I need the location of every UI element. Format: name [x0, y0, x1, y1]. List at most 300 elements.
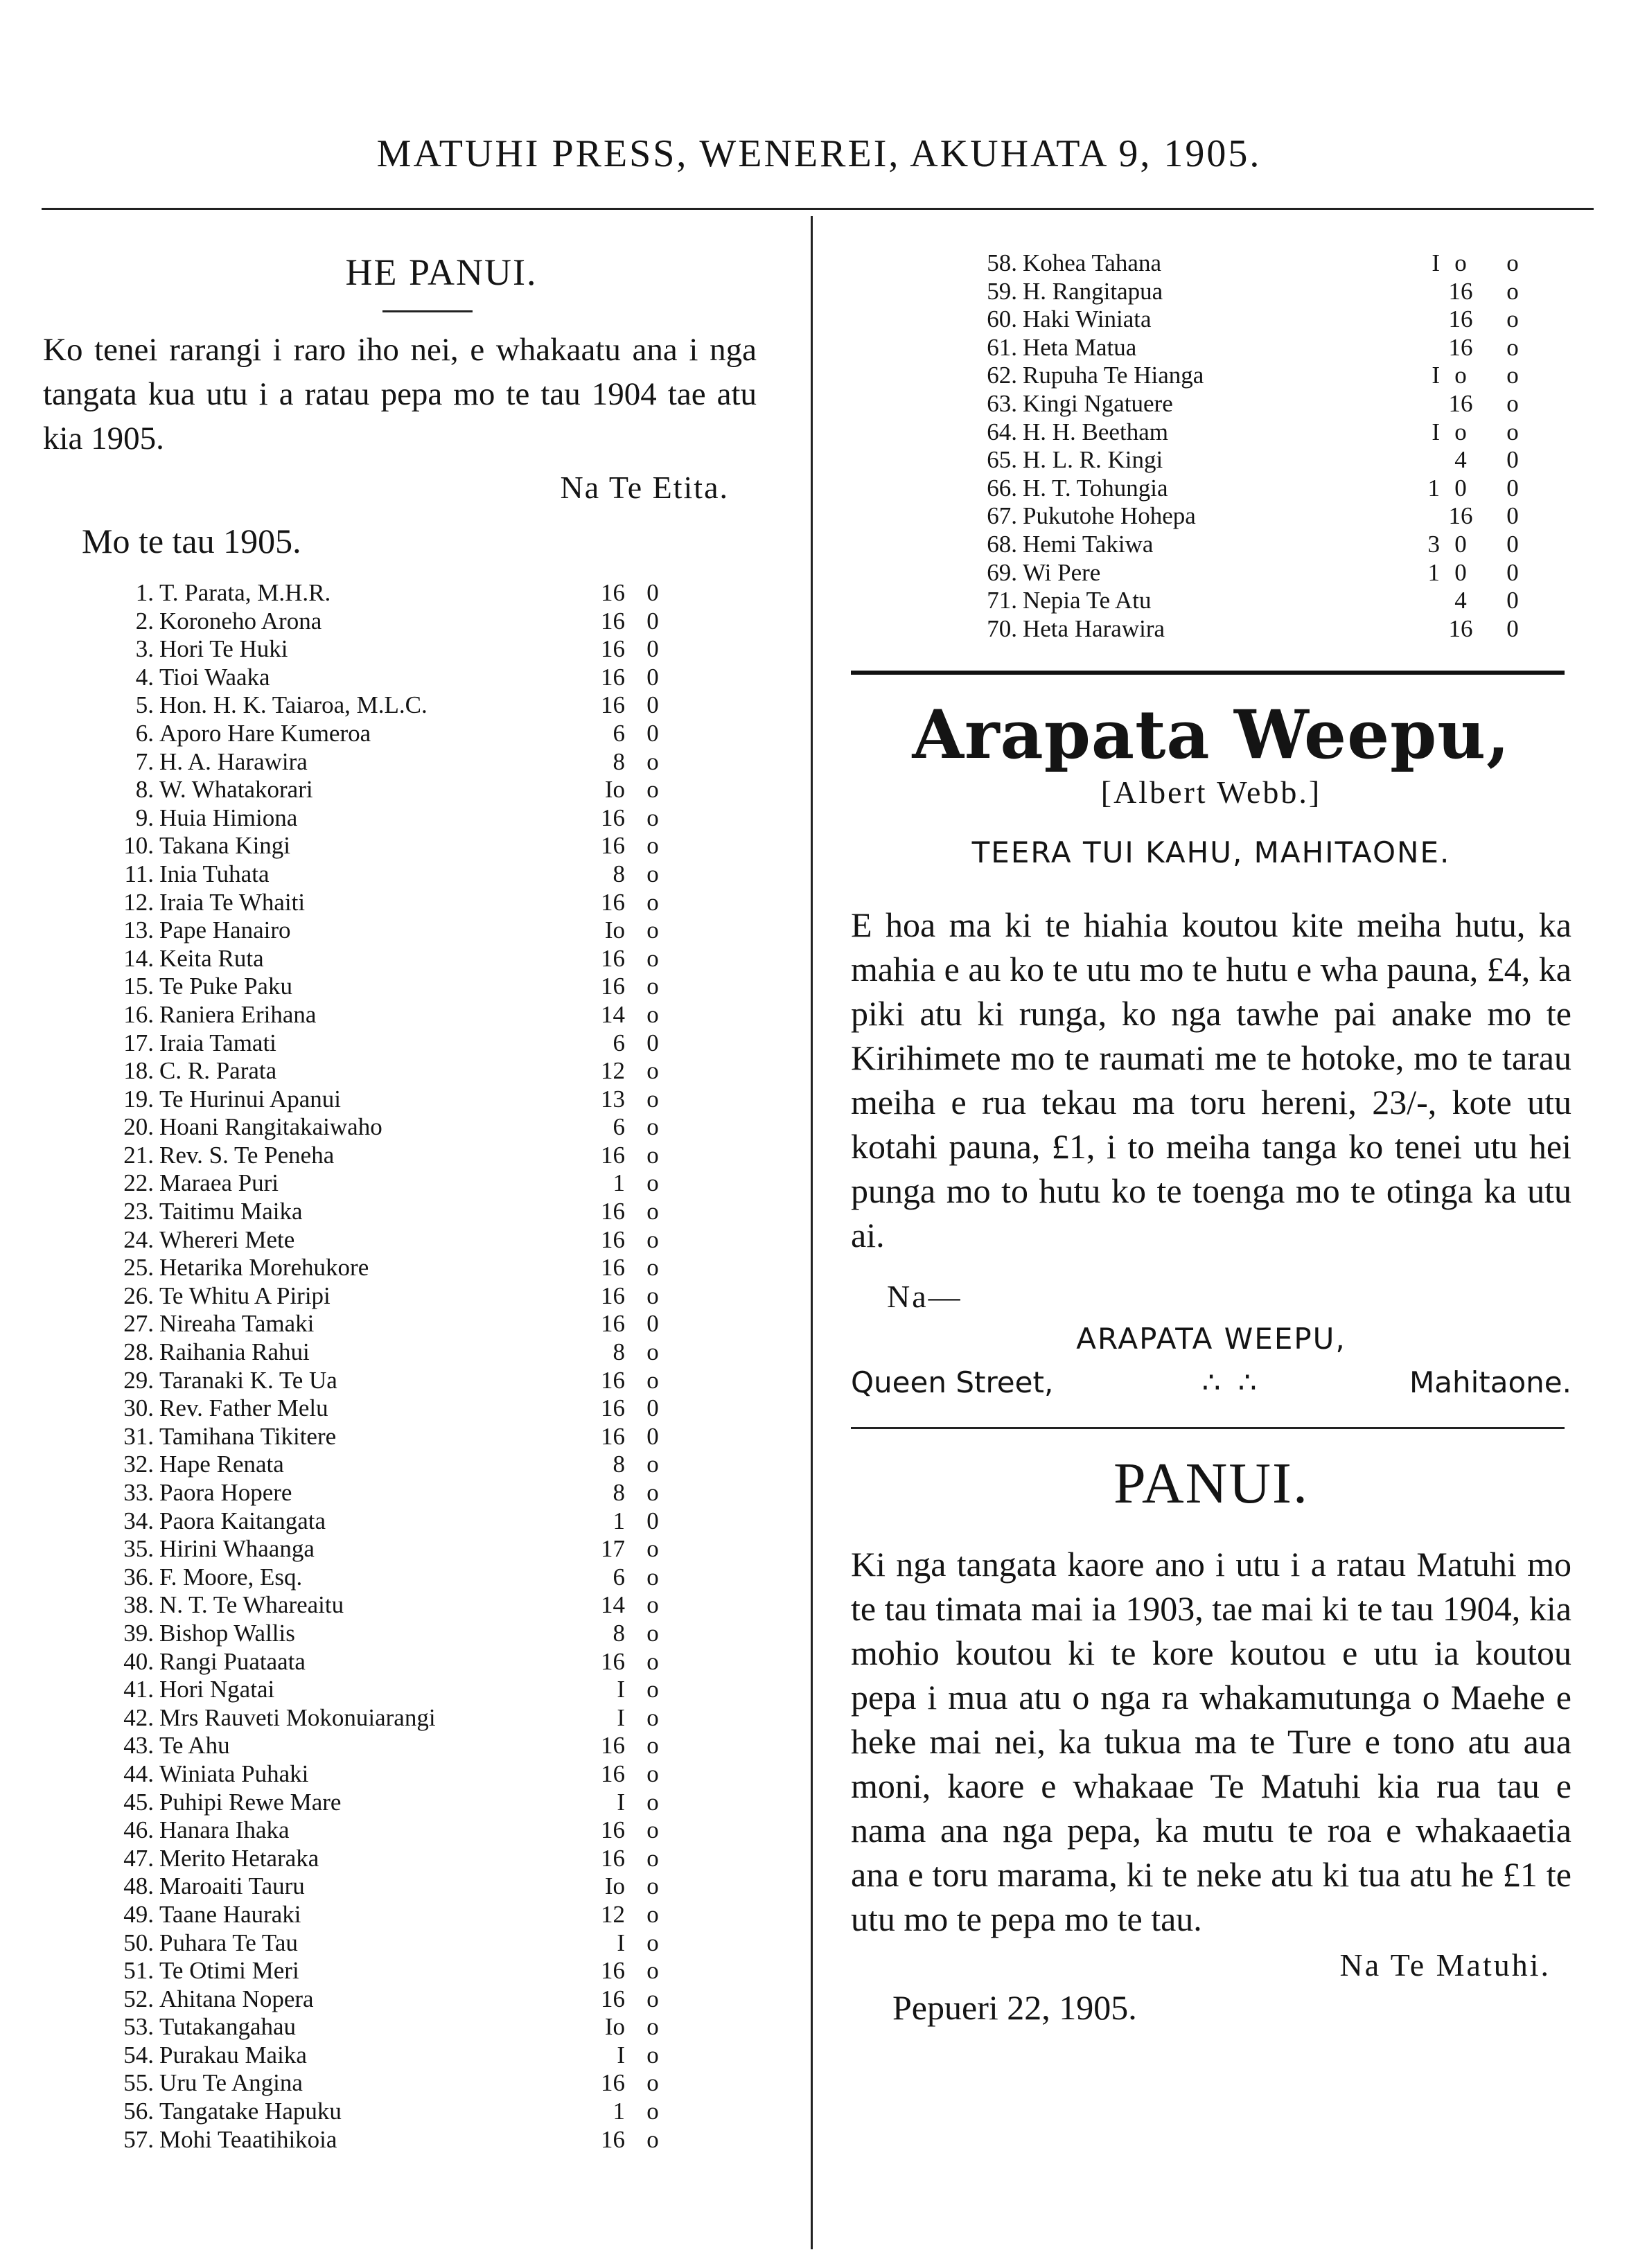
subscriber-number: 6.: [135, 719, 154, 747]
amount-pounds: Io: [604, 776, 625, 804]
subscriber-name: Rev. Father Melu: [159, 1394, 328, 1422]
amount-pounds: 16: [601, 1647, 625, 1675]
subscriber-row: [43, 2126, 757, 2154]
subscriber-name: Pukutohe Hohepa: [1023, 502, 1196, 530]
amount-pounds: 16: [601, 1225, 625, 1253]
amount-pounds: 16: [601, 832, 625, 860]
subscriber-number: 9.: [135, 804, 154, 831]
subscriber-name: Koroneho Arona: [159, 607, 322, 635]
subscriber-name: Te Otimi Meri: [159, 1957, 299, 1985]
subscriber-name: Hirini Whaanga: [159, 1535, 315, 1563]
subscriber-name: H. A. Harawira: [159, 747, 308, 775]
amount-pence: o: [1506, 418, 1519, 445]
amount-pounds: 16: [601, 1422, 625, 1450]
subscriber-row: [43, 1451, 757, 1479]
amount-pence: o: [1506, 389, 1519, 417]
amount-pounds: 1: [613, 2098, 625, 2125]
subscriber-name: Te Ahu: [159, 1732, 230, 1760]
amount-pounds: I: [1432, 249, 1440, 276]
amount-shillings: o: [646, 1141, 659, 1169]
subscriber-number: 51.: [123, 1957, 154, 1985]
subscriber-number: 32.: [123, 1451, 154, 1478]
subscriber-name: Puhipi Rewe Mare: [159, 1788, 342, 1816]
subscriber-number: 39.: [123, 1619, 154, 1647]
amount-pounds: I: [617, 1929, 625, 1956]
subscriber-number: 21.: [123, 1141, 154, 1169]
subscriber-row: [43, 1816, 757, 1845]
subscriber-row: [43, 1169, 757, 1198]
amount-shillings: 0: [646, 635, 659, 663]
subscriber-row: [851, 249, 1571, 278]
amount-shillings: 0: [646, 1422, 659, 1450]
subscriber-row: [43, 1029, 757, 1058]
subscriber-number: 50.: [123, 1929, 154, 1956]
advert-subtitle: [Albert Webb.]: [1100, 774, 1322, 810]
subscriber-row: [851, 418, 1571, 447]
subscriber-row: [851, 446, 1571, 475]
subscriber-number: 70.: [987, 614, 1017, 642]
subscriber-name: H. H. Beetham: [1023, 418, 1168, 445]
amount-pence: 0: [1506, 474, 1519, 502]
subscriber-row: [43, 664, 757, 692]
column-divider: [811, 216, 813, 2249]
subscriber-row: [43, 1789, 757, 1817]
amount-shillings: o: [646, 1591, 659, 1619]
amount-pounds: 16: [601, 1760, 625, 1787]
subscriber-name: Mohi Teaatihikoia: [159, 2125, 337, 2153]
subscriber-name: Hanara Ihaka: [159, 1816, 290, 1844]
amount-shillings: 4: [1454, 587, 1467, 614]
subscriber-row: [43, 776, 757, 804]
subscriber-number: 10.: [123, 832, 154, 860]
subscriber-name: Tioi Waaka: [159, 663, 270, 691]
subscriber-row: [851, 334, 1571, 362]
subscriber-row: [43, 691, 757, 720]
subscriber-row: [851, 362, 1571, 390]
panui-heading: PANUI.: [1113, 1451, 1309, 1516]
subscriber-name: Ahitana Nopera: [159, 1985, 314, 2012]
subscriber-name: Kingi Ngatuere: [1023, 389, 1173, 417]
masthead: MATUHI PRESS, WENEREI, AKUHATA 9, 1905.: [376, 132, 1262, 175]
amount-pounds: 8: [613, 1451, 625, 1478]
amount-pence: 0: [1506, 587, 1519, 614]
subscriber-number: 41.: [123, 1676, 154, 1703]
advert-shop: TEERA TUI KAHU, MAHITAONE.: [971, 835, 1451, 870]
subscriber-row: [43, 1226, 757, 1255]
subscriber-number: 11.: [124, 860, 154, 887]
amount-pence: o: [1506, 277, 1519, 305]
subscriber-number: 43.: [123, 1732, 154, 1760]
subscriber-name: Paora Kaitangata: [159, 1507, 326, 1534]
subscriber-row: [43, 860, 757, 889]
subscriber-number: 61.: [987, 333, 1017, 361]
subscriber-number: 48.: [123, 1872, 154, 1900]
advert-top-rule: [851, 671, 1565, 675]
amount-pounds: 6: [613, 1563, 625, 1591]
subscriber-number: 65.: [987, 446, 1017, 474]
amount-shillings: o: [646, 776, 659, 804]
amount-shillings: o: [646, 1816, 659, 1844]
amount-pounds: 16: [601, 1141, 625, 1169]
subscriber-name: Rangi Puataata: [159, 1647, 306, 1675]
amount-shillings: 16: [1448, 333, 1473, 361]
subscriber-name: H. L. R. Kingi: [1023, 446, 1163, 474]
subscriber-name: Mrs Rauveti Mokonuiarangi: [159, 1703, 436, 1731]
subscriber-number: 66.: [987, 474, 1017, 502]
amount-pounds: I: [1432, 418, 1440, 445]
amount-shillings: 0: [646, 1507, 659, 1534]
right-column: [851, 249, 1571, 2028]
subscriber-name: Taranaki K. Te Ua: [159, 1366, 337, 1394]
amount-pounds: 16: [601, 1816, 625, 1844]
amount-pounds: 8: [613, 1479, 625, 1506]
subscriber-row: [43, 973, 757, 1001]
subscriber-name: Whereri Mete: [159, 1225, 295, 1253]
notice-signature: Na Te Etita.: [560, 470, 729, 505]
subscriber-number: 17.: [123, 1029, 154, 1056]
subscriber-row: [43, 1310, 757, 1338]
panui-date: Pepueri 22, 1905.: [892, 1988, 1137, 2028]
amount-pounds: 16: [601, 663, 625, 691]
subscriber-number: 14.: [123, 944, 154, 972]
panui-signature: Na Te Matuhi.: [1339, 1947, 1551, 1983]
subscriber-row: [43, 1845, 757, 1873]
subscriber-number: 18.: [123, 1057, 154, 1085]
amount-pence: o: [1506, 362, 1519, 389]
amount-shillings: o: [1454, 362, 1467, 389]
amount-pounds: 6: [613, 719, 625, 747]
amount-shillings: o: [646, 944, 659, 972]
subscriber-number: 49.: [123, 1900, 154, 1928]
subscriber-number: 19.: [123, 1085, 154, 1113]
amount-shillings: o: [646, 1366, 659, 1394]
amount-pounds: 8: [613, 1619, 625, 1647]
notice-intro: Ko tenei rarangi i raro iho nei, e whakaatu ana i nga tangata kua utu i a ratau pepa mo te tau 1904 tae atu kia 1905.: [43, 332, 757, 457]
amount-pounds: 16: [601, 1254, 625, 1282]
amount-pounds: I: [617, 2041, 625, 2068]
subscriber-name: Hape Renata: [159, 1451, 284, 1478]
subscriber-row: [851, 278, 1571, 306]
amount-shillings: o: [646, 1703, 659, 1731]
amount-pounds: 16: [601, 973, 625, 1000]
subscriber-number: 38.: [123, 1591, 154, 1619]
subscriber-row: [43, 1423, 757, 1451]
subscriber-number: 7.: [135, 747, 154, 775]
amount-shillings: o: [646, 832, 659, 860]
subscriber-name: Te Whitu A Piripi: [159, 1282, 331, 1309]
subscriber-name: Te Puke Paku: [159, 973, 292, 1000]
subscriber-row: [43, 1957, 757, 1985]
amount-pounds: 14: [601, 1000, 625, 1028]
subscriber-row: [43, 1142, 757, 1170]
subscriber-name: Taitimu Maika: [159, 1198, 303, 1225]
amount-pounds: I: [617, 1703, 625, 1731]
subscriber-number: 3.: [135, 635, 154, 663]
subscriber-row: [43, 1057, 757, 1086]
subscriber-name: T. Parata, M.H.R.: [159, 579, 331, 606]
subscriber-name: Hori Ngatai: [159, 1676, 275, 1703]
subscriber-row: [43, 1872, 757, 1901]
subscriber-name: Purakau Maika: [159, 2041, 307, 2068]
subscriber-name: Raihania Rahui: [159, 1338, 310, 1366]
amount-shillings: o: [646, 2069, 659, 2097]
amount-shillings: o: [646, 1844, 659, 1872]
subscriber-number: 35.: [123, 1535, 154, 1563]
subscriber-number: 60.: [987, 305, 1017, 333]
amount-pounds: 8: [613, 747, 625, 775]
amount-pounds: 16: [601, 635, 625, 663]
amount-pence: 0: [1506, 530, 1519, 558]
subscriber-row: [43, 1901, 757, 1929]
subscriber-name: Heta Matua: [1023, 333, 1137, 361]
subscriber-number: 26.: [123, 1282, 154, 1309]
advert-street: Queen Street,: [851, 1365, 1054, 1400]
subscriber-number: 25.: [123, 1254, 154, 1282]
amount-pounds: 16: [601, 888, 625, 916]
subscriber-number: 36.: [123, 1563, 154, 1591]
subscriber-name: Keita Ruta: [159, 944, 264, 972]
subscriber-name: Bishop Wallis: [159, 1619, 295, 1647]
subscriber-number: 58.: [987, 249, 1017, 276]
amount-shillings: o: [646, 1113, 659, 1141]
subscriber-name: Rupuha Te Hianga: [1023, 362, 1204, 389]
subscriber-row: [43, 720, 757, 748]
subscriber-number: 68.: [987, 530, 1017, 558]
subscriber-row: [43, 945, 757, 973]
subscriber-row: [851, 502, 1571, 531]
amount-pence: 0: [1506, 558, 1519, 586]
amount-pence: 0: [1506, 502, 1519, 530]
header-rule: [42, 208, 1594, 210]
subscriber-number: 57.: [123, 2125, 154, 2153]
subscriber-row: [43, 579, 757, 608]
subscriber-number: 4.: [135, 663, 154, 691]
subscriber-name: Uru Te Angina: [159, 2069, 303, 2097]
subscriber-name: Wi Pere: [1023, 558, 1101, 586]
amount-shillings: 16: [1448, 502, 1473, 530]
amount-shillings: o: [646, 1647, 659, 1675]
subscriber-name: Haki Winiata: [1023, 305, 1152, 333]
subscriber-number: 54.: [123, 2041, 154, 2068]
subscriber-row: [43, 1338, 757, 1367]
amount-pence: 0: [1506, 614, 1519, 642]
subscriber-row: [43, 1479, 757, 1507]
amount-shillings: o: [646, 1872, 659, 1900]
amount-shillings: o: [646, 1732, 659, 1760]
amount-shillings: o: [646, 1479, 659, 1506]
subscriber-row: [43, 2041, 757, 2070]
subscriber-row: [43, 1367, 757, 1395]
left-column: [43, 229, 757, 2154]
subscriber-number: 34.: [123, 1507, 154, 1534]
subscriber-name: Iraia Tamati: [159, 1029, 276, 1056]
subscriber-name: Puhara Te Tau: [159, 1929, 298, 1956]
amount-pence: 0: [1506, 446, 1519, 474]
amount-shillings: 0: [1454, 530, 1467, 558]
subscriber-row: [43, 1704, 757, 1733]
subscriber-row: [43, 635, 757, 664]
subscriber-row: [851, 615, 1571, 644]
subscriber-row: [43, 1591, 757, 1620]
amount-pounds: Io: [604, 2013, 625, 2041]
panui-body: Ki nga tangata kaore ano i utu i a ratau Matuhi mo te tau timata mai ia 1903, tae mai ki te tau 1904, kia mohio koutou ki te kore koutou e utu ia koutou pepa i mua atu o nga ra whakamutunga o Maehe e heke mai nei, ka tukua ma te Ture e tono atu aua moni, kaore e whakaae Te Matuhi kia rua tau e nama ana nga pepa, ka mutu te roa e whakaaetia ana e toru marama, ki te neke atu ki tua atu he £1 te utu mo te pepa mo te tau.: [851, 1545, 1571, 1939]
subscriber-number: 47.: [123, 1844, 154, 1872]
amount-shillings: o: [1454, 418, 1467, 445]
amount-shillings: o: [646, 1000, 659, 1028]
subscriber-row: [43, 1254, 757, 1282]
amount-shillings: o: [646, 1788, 659, 1816]
subscriber-row: [43, 1676, 757, 1704]
amount-shillings: o: [646, 1985, 659, 2012]
amount-pounds: 16: [601, 2125, 625, 2153]
subscriber-row: [43, 748, 757, 777]
subscriber-number: 59.: [987, 277, 1017, 305]
amount-pounds: 13: [601, 1085, 625, 1113]
subscriber-number: 56.: [123, 2098, 154, 2125]
subscriber-row: [43, 1198, 757, 1226]
subscriber-name: Maraea Puri: [159, 1169, 279, 1197]
amount-shillings: o: [646, 1900, 659, 1928]
amount-pounds: 8: [613, 860, 625, 887]
subscriber-row: [851, 475, 1571, 503]
amount-pence: o: [1506, 305, 1519, 333]
subscriber-name: Nepia Te Atu: [1023, 587, 1152, 614]
subscriber-list-right: [851, 249, 1571, 643]
subscriber-row: [43, 1001, 757, 1029]
subscriber-row: [43, 1086, 757, 1114]
amount-shillings: 4: [1454, 446, 1467, 474]
amount-pounds: 16: [601, 1844, 625, 1872]
amount-shillings: 16: [1448, 614, 1473, 642]
subscriber-name: Tutakangahau: [159, 2013, 297, 2041]
subscriber-row: [43, 1563, 757, 1592]
subscriber-number: 28.: [123, 1338, 154, 1366]
amount-shillings: o: [646, 1760, 659, 1787]
amount-shillings: o: [646, 860, 659, 887]
subscriber-name: Iraia Te Whaiti: [159, 888, 306, 916]
amount-pounds: 1: [613, 1169, 625, 1197]
subscriber-number: 8.: [135, 776, 154, 804]
amount-pounds: 16: [601, 579, 625, 606]
subscriber-row: [43, 1648, 757, 1676]
amount-pounds: 6: [613, 1113, 625, 1141]
subscriber-name: Taane Hauraki: [159, 1900, 301, 1928]
subscriber-row: [43, 1760, 757, 1789]
subscriber-number: 62.: [987, 362, 1017, 389]
amount-pounds: 1: [613, 1507, 625, 1534]
subscriber-name: Hetarika Morehukore: [159, 1254, 369, 1282]
subscriber-row: [43, 1394, 757, 1423]
subscriber-name: C. R. Parata: [159, 1057, 277, 1085]
subscriber-name: Takana Kingi: [159, 832, 291, 860]
subscriber-name: Tangatake Hapuku: [159, 2098, 342, 2125]
subscriber-name: Inia Tuhata: [159, 860, 270, 887]
subscriber-name: Te Hurinui Apanui: [159, 1085, 341, 1113]
amount-shillings: 0: [646, 1029, 659, 1056]
amount-shillings: o: [646, 1619, 659, 1647]
subscriber-name: Merito Hetaraka: [159, 1844, 319, 1872]
amount-pounds: I: [617, 1676, 625, 1703]
subscriber-row: [43, 1535, 757, 1563]
subscriber-number: 30.: [123, 1394, 154, 1422]
amount-shillings: o: [646, 1535, 659, 1563]
amount-pounds: 16: [601, 1957, 625, 1985]
amount-shillings: o: [646, 916, 659, 944]
subscriber-name: Kohea Tahana: [1023, 249, 1162, 276]
amount-shillings: 0: [646, 719, 659, 747]
subscriber-name: Hemi Takiwa: [1023, 530, 1154, 558]
subscriber-number: 67.: [987, 502, 1017, 530]
amount-shillings: 0: [1454, 558, 1467, 586]
subscriber-number: 24.: [123, 1225, 154, 1253]
amount-pounds: 16: [601, 1394, 625, 1422]
subscriber-row: [43, 916, 757, 945]
subscriber-number: 71.: [987, 587, 1017, 614]
subscriber-name: Rev. S. Te Peneha: [159, 1141, 335, 1169]
amount-pounds: Io: [604, 1872, 625, 1900]
advert-body: E hoa ma ki te hiahia koutou kite meiha hutu, ka mahia e au ko te utu mo te hutu e wha pauna, £4, ka piki atu ki runga, ko nga tawhe pai anake mo te Kirihimete mo te raumati me te hotoke, mo te tarau meiha e rua tekau ma toru hereni, 23/-, kote utu kotahi pauna, £1, i to meiha tanga ko tenei utu hei punga mo to hutu ko te toenga mo te otinga ka utu ai.: [851, 905, 1571, 1255]
notice-heading: HE PANUI.: [345, 251, 538, 293]
amount-pounds: 16: [601, 804, 625, 831]
amount-pence: o: [1506, 333, 1519, 361]
amount-shillings: o: [646, 1929, 659, 1956]
subscriber-row: [43, 2013, 757, 2041]
amount-shillings: o: [646, 2125, 659, 2153]
subscriber-row: [851, 559, 1571, 587]
amount-pounds: 12: [601, 1900, 625, 1928]
amount-shillings: o: [646, 1225, 659, 1253]
amount-pounds: 6: [613, 1029, 625, 1056]
subscriber-number: 1.: [135, 579, 154, 606]
amount-pounds: 1: [1427, 474, 1440, 502]
amount-pounds: 1: [1427, 558, 1440, 586]
amount-shillings: o: [646, 888, 659, 916]
subscriber-number: 42.: [123, 1703, 154, 1731]
subscriber-name: Tamihana Tikitere: [159, 1422, 337, 1450]
subscriber-number: 52.: [123, 1985, 154, 2012]
subscriber-name: Hoani Rangitakaiwaho: [159, 1113, 382, 1141]
subscriber-row: [43, 804, 757, 833]
amount-shillings: o: [646, 1563, 659, 1591]
amount-shillings: o: [646, 1169, 659, 1197]
subscriber-row: [43, 1620, 757, 1648]
subscriber-row: [43, 2098, 757, 2126]
amount-shillings: o: [646, 1451, 659, 1478]
panui-top-rule: [851, 1427, 1565, 1429]
subscriber-number: 55.: [123, 2069, 154, 2097]
subscriber-number: 23.: [123, 1198, 154, 1225]
subscriber-number: 12.: [123, 888, 154, 916]
amount-pounds: 16: [601, 1732, 625, 1760]
subscriber-number: 40.: [123, 1647, 154, 1675]
subscriber-name: Paora Hopere: [159, 1479, 292, 1506]
subscriber-name: F. Moore, Esq.: [159, 1563, 303, 1591]
amount-pounds: 14: [601, 1591, 625, 1619]
subscriber-row: [43, 1507, 757, 1536]
subscriber-name: Maroaiti Tauru: [159, 1872, 305, 1900]
subscriber-number: 53.: [123, 2013, 154, 2041]
subscriber-name: W. Whatakorari: [159, 776, 313, 804]
advert-from: ARAPATA WEEPU,: [1076, 1322, 1346, 1356]
subscriber-number: 44.: [123, 1760, 154, 1787]
subscriber-row: [43, 1985, 757, 2014]
subscriber-number: 45.: [123, 1788, 154, 1816]
amount-shillings: 0: [646, 579, 659, 606]
amount-shillings: 0: [646, 663, 659, 691]
subscriber-name: Hori Te Huki: [159, 635, 288, 663]
amount-shillings: o: [646, 747, 659, 775]
subscriber-name: Winiata Puhaki: [159, 1760, 309, 1787]
